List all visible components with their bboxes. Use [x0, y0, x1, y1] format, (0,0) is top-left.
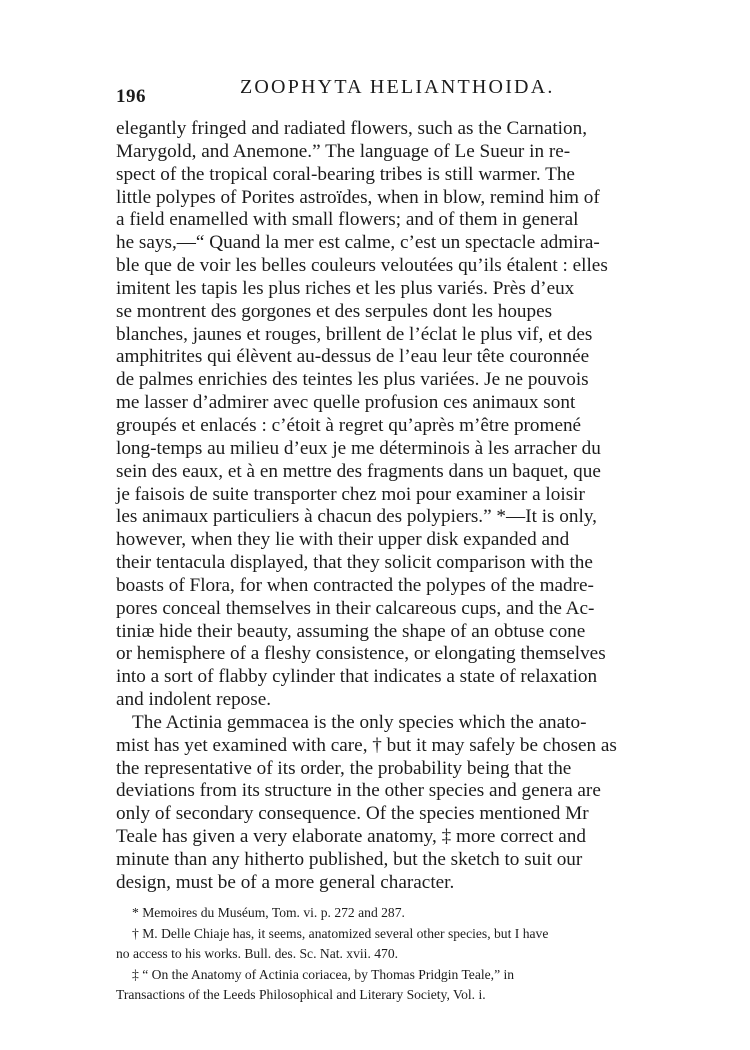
page-header	[116, 72, 636, 107]
text-line: ble que de voir les belles couleurs veloutées qu’ils étalent : elles	[116, 255, 608, 277]
text-line: pores conceal themselves in their calcareous cups, and the Ac-	[116, 597, 595, 619]
text-line: into a sort of flabby cylinder that indicates a state of relaxation	[116, 666, 598, 688]
page-number: 196	[116, 86, 146, 107]
text-line: design, must be of a more general character.	[116, 871, 455, 893]
text-line: he says,—“ Quand la mer est calme, c’est un spectacle admira-	[116, 232, 600, 254]
footnote-line: ‡ “ On the Anatomy of Actinia coriacea, by Thomas Pridgin Teale,” in	[132, 966, 515, 982]
body-text	[116, 118, 638, 895]
text-line: and indolent repose.	[116, 689, 272, 711]
text-line: deviations from its structure in the other species and genera are	[116, 780, 601, 802]
text-line: their tentacula displayed, that they solicit comparison with the	[116, 552, 593, 574]
text-line: sein des eaux, et à en mettre des fragments dans un baquet, que	[116, 460, 601, 482]
text-line: minute than any hitherto published, but the sketch to suit our	[116, 849, 583, 870]
text-line: groupés et enlacés : c’étoit à regret qu’après m’être promené	[116, 414, 582, 436]
text-line: only of secondary consequence. Of the species mentioned Mr	[116, 803, 589, 825]
text-line: boasts of Flora, for when contracted the polypes of the madre-	[116, 574, 594, 596]
text-line: the representative of its order, the probability being that the	[116, 757, 572, 779]
text-line: blanches, jaunes et rouges, brillent de l’éclat le plus vif, et des	[116, 323, 593, 345]
running-title: ZOOPHYTA HELIANTHOIDA.	[240, 76, 555, 98]
text-line: long-temps au milieu d’eux je me déterminois à les arracher du	[116, 437, 601, 459]
text-line: de palmes enrichies des teintes les plus variées. Je ne pouvois	[116, 369, 589, 391]
text-line: les animaux particuliers à chacun des polypiers.” *—It is only,	[116, 506, 597, 528]
text-line: little polypes of Porites astroïdes, when in blow, remind him of	[116, 186, 600, 208]
text-line: however, when they lie with their upper disk expanded and	[116, 529, 570, 551]
text-line: se montrent des gorgones et des serpules dont les houpes	[116, 300, 553, 322]
text-line: imitent les tapis les plus riches et les plus variés. Près d’eux	[116, 277, 575, 299]
text-line: amphitrites qui élèvent au-dessus de l’eau leur tête couronnée	[116, 346, 590, 368]
text-line: Marygold, and Anemone.” The language of Le Sueur in re-	[116, 140, 571, 162]
footnote-line: no access to his works. Bull. des. Sc. Nat. xvii. 470.	[116, 946, 399, 961]
text-line: Teale has given a very elaborate anatomy, ‡ more correct and	[116, 826, 586, 848]
text-line: je faisois de suite transporter chez moi pour examiner a loisir	[116, 483, 585, 505]
text-line: or hemisphere of a fleshy consistence, or elongating themselves	[116, 643, 606, 665]
text-line: elegantly fringed and radiated flowers, such as the Carnation,	[116, 118, 587, 139]
footnote-line: † M. Delle Chiaje has, it seems, anatomized several other species, but I have	[132, 925, 549, 941]
footnotes	[116, 903, 642, 1006]
text-line: tiniæ hide their beauty, assuming the shape of an obtuse cone	[116, 620, 586, 642]
footnote-line: Transactions of the Leeds Philosophical and Literary Society, Vol. i.	[116, 987, 486, 1002]
text-line: mist has yet examined with care, † but it may safely be chosen as	[116, 734, 617, 756]
text-line: spect of the tropical coral-bearing tribes is still warmer. The	[116, 163, 575, 185]
text-line: me lasser d’admirer avec quelle profusion ces animaux sont	[116, 392, 576, 414]
footnote-line: * Memoires du Muséum, Tom. vi. p. 272 and 287.	[132, 905, 405, 920]
paragraph-start-line: The Actinia gemmacea is the only species which the anato-	[132, 711, 587, 733]
text-line: a field enamelled with small flowers; and of them in general	[116, 209, 579, 231]
